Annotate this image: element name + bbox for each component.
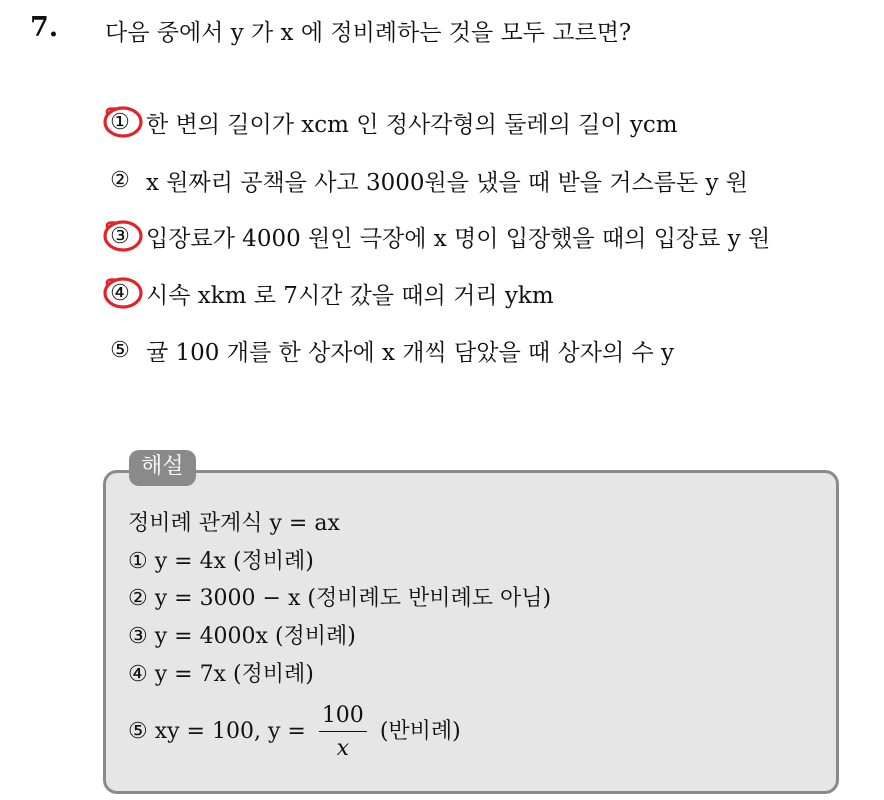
choice-4-text: 시속 xkm 로 7시간 갔을 때의 거리 ykm — [146, 282, 554, 309]
explanation-line-6-suffix: (반비례) — [379, 719, 461, 744]
choice-1[interactable] — [100, 102, 678, 142]
choice-2-marker: ② — [110, 167, 130, 193]
choice-3[interactable] — [100, 216, 770, 256]
explanation-line-4: ③ y = 4000x (정비례) — [128, 624, 356, 649]
choice-2-text: x 원짜리 공책을 사고 3000원을 냈을 때 받을 거스름돈 y 원 — [146, 169, 748, 196]
choice-5[interactable] — [100, 330, 674, 370]
choice-5-text: 귤 100 개를 한 상자에 x 개씩 담았을 때 상자의 수 y — [146, 339, 674, 366]
explanation-line-3: ② y = 3000 − x (정비례도 반비례도 아님) — [128, 586, 552, 611]
fraction — [319, 702, 367, 761]
fraction-numerator: 100 — [319, 705, 367, 732]
explanation-line-6 — [128, 702, 461, 762]
choice-1-text: 한 변의 길이가 xcm 인 정사각형의 둘레의 길이 ycm — [146, 111, 678, 138]
question-number: 7. — [30, 12, 59, 43]
explanation-tag: 해설 — [129, 450, 196, 486]
choice-2[interactable] — [100, 160, 748, 200]
choice-4-marker: ④ — [100, 273, 140, 313]
choice-3-marker: ③ — [100, 216, 140, 256]
explanation-line-6-prefix: ⑤ xy = 100, y = — [128, 719, 306, 744]
choice-5-marker: ⑤ — [110, 337, 130, 363]
fraction-denominator: x — [336, 735, 350, 761]
choice-4[interactable] — [100, 273, 554, 313]
explanation-line-2: ① y = 4x (정비례) — [128, 549, 314, 574]
choice-1-marker: ① — [100, 102, 140, 142]
explanation-line-5: ④ y = 7x (정비례) — [128, 662, 314, 687]
choice-3-text: 입장료가 4000 원인 극장에 x 명이 입장했을 때의 입장료 y 원 — [146, 225, 771, 252]
explanation-line-1: 정비례 관계식 y = ax — [128, 511, 340, 536]
question-text: 다음 중에서 y 가 x 에 정비례하는 것을 모두 고르면? — [105, 20, 632, 46]
